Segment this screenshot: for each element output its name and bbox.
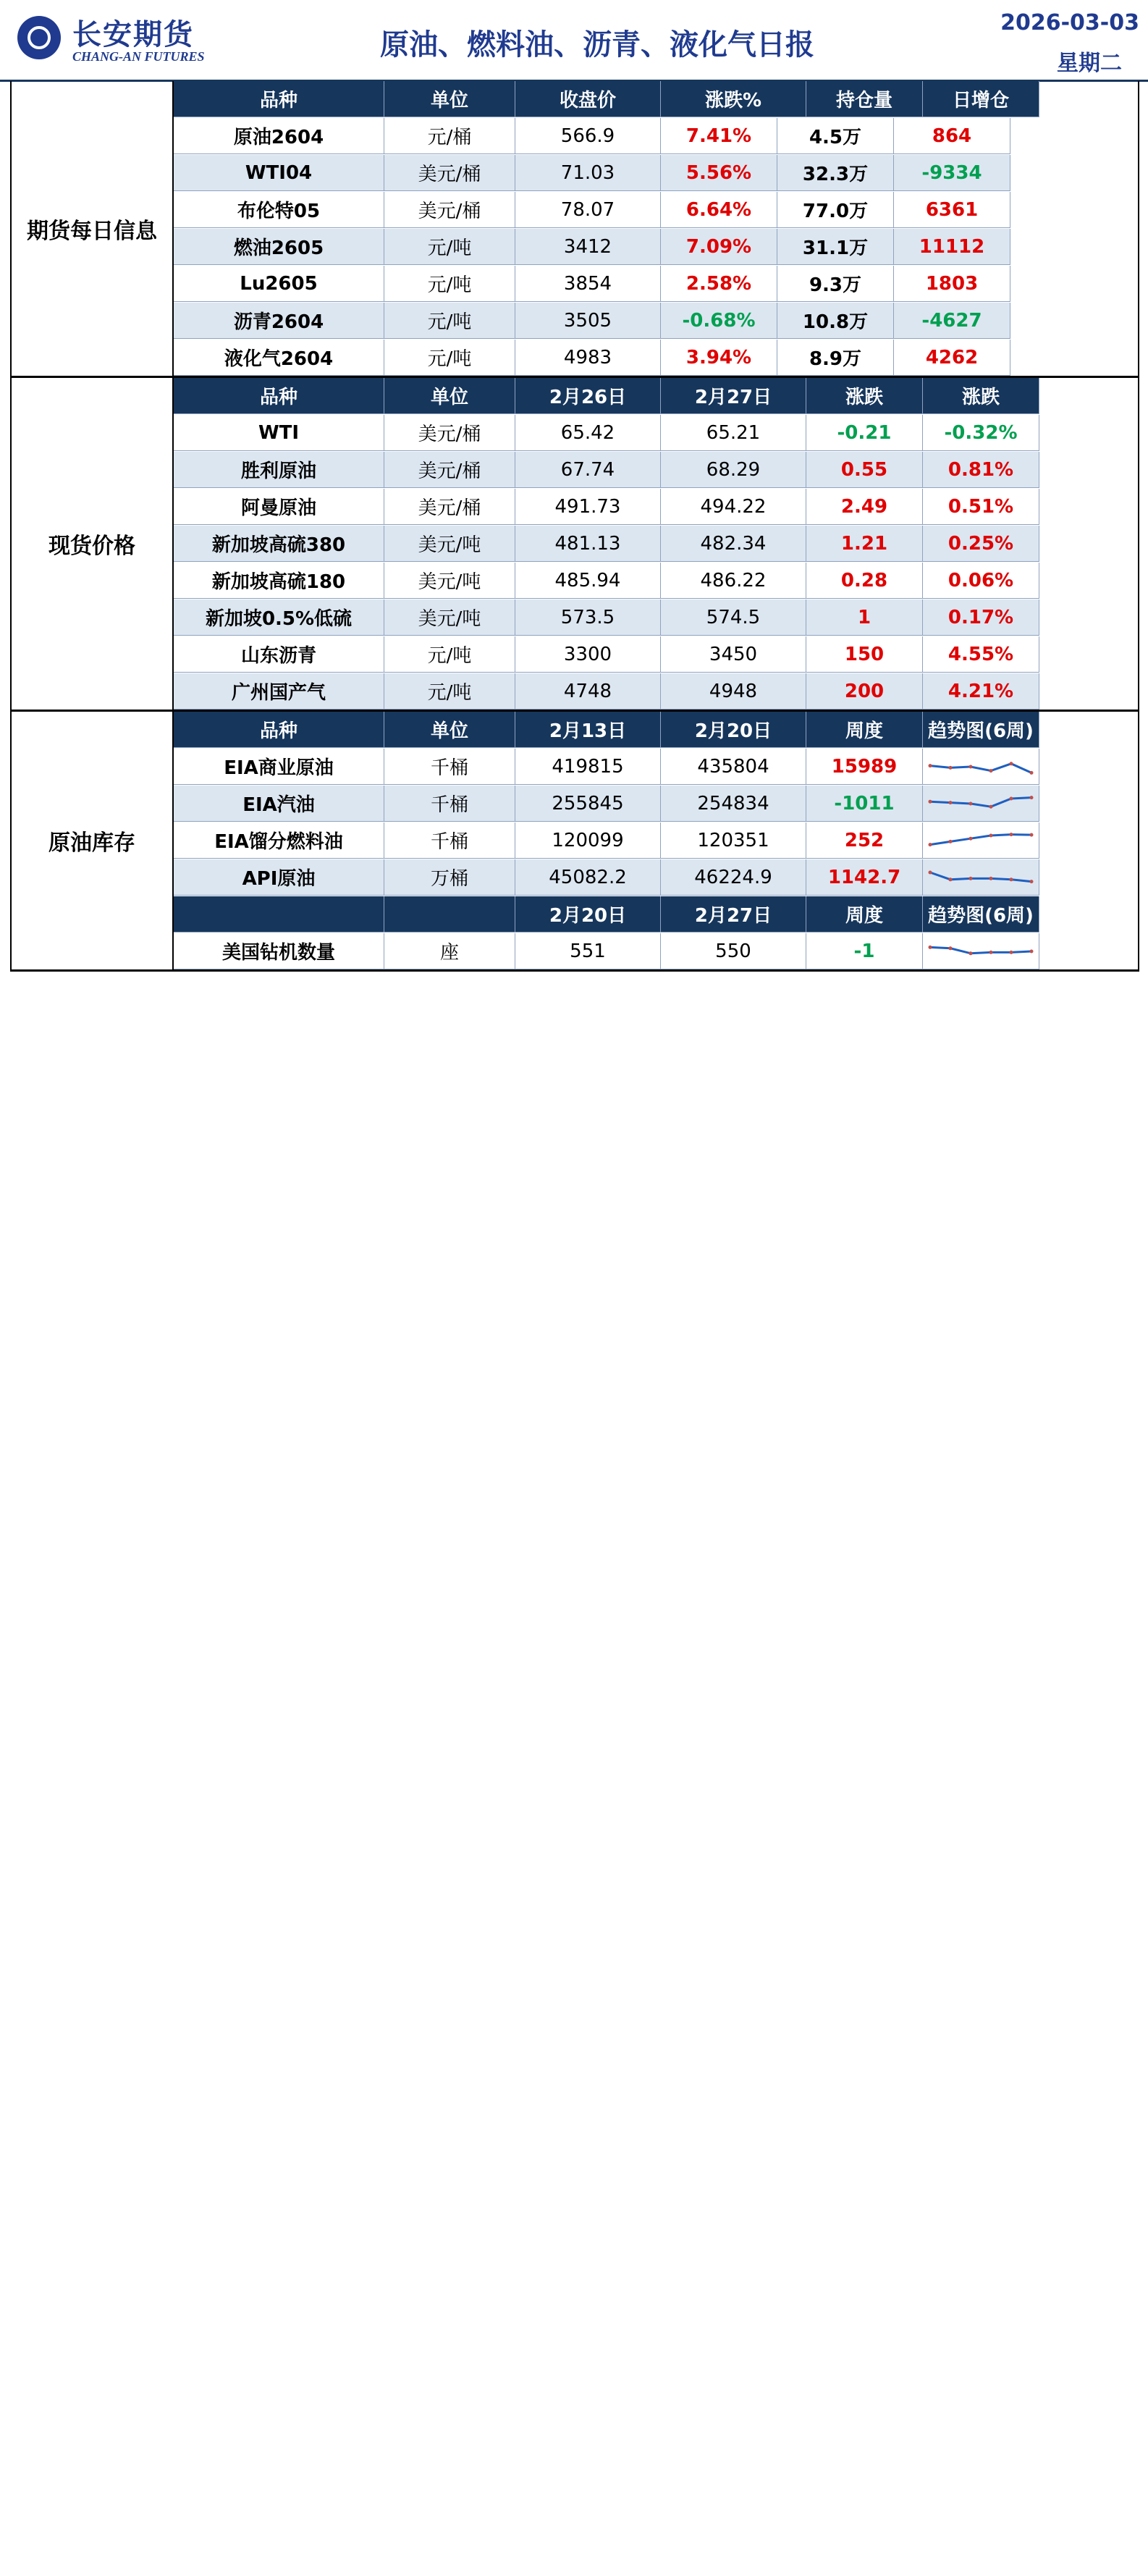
table-row [174, 489, 1138, 526]
table-row [174, 452, 1138, 489]
trend-point [1010, 877, 1013, 881]
trend-point [929, 843, 932, 846]
table-row [174, 526, 1138, 563]
spot-table [174, 378, 1138, 710]
unit: 座 [384, 933, 515, 969]
unit: 元/吨 [384, 673, 515, 710]
open-interest: 77.0万 [777, 192, 894, 228]
crude-inventory-table [174, 712, 1138, 969]
unit: 元/吨 [384, 636, 515, 673]
change: 2.49 [806, 489, 923, 525]
trend-point [949, 765, 953, 769]
trend-point [1030, 796, 1034, 799]
table-header-row [174, 81, 1138, 118]
futures-table [174, 81, 1138, 376]
close-price: 3854 [515, 266, 661, 302]
value-week2: 46224.9 [661, 859, 806, 896]
inventory-name: API原油 [174, 859, 384, 896]
table-row [174, 673, 1138, 710]
trend-sparkline [927, 754, 1035, 780]
unit: 千桶 [384, 749, 515, 785]
price-day1: 3300 [515, 636, 661, 673]
trend-point [929, 870, 932, 874]
column-header: 2月13日 [515, 712, 661, 748]
daily-oi-change: -9334 [894, 155, 1010, 191]
futures-section [10, 81, 1139, 378]
unit: 美元/桶 [384, 489, 515, 525]
spot-section [10, 378, 1139, 712]
table-row [174, 563, 1138, 599]
table-row [174, 786, 1138, 822]
spot-name: 山东沥青 [174, 636, 384, 673]
logo-text-en: CHANG-AN FUTURES [72, 49, 205, 64]
price-day2: 574.5 [661, 599, 806, 636]
change-pct: 0.17% [923, 599, 1039, 636]
trend-point [969, 836, 973, 840]
inventory-name: EIA馏分燃料油 [174, 822, 384, 859]
column-header: 品种 [174, 378, 384, 414]
change-pct: -0.32% [923, 415, 1039, 451]
daily-oi-change: 6361 [894, 192, 1010, 228]
value-week2: 120351 [661, 822, 806, 859]
spot-name: 胜利原油 [174, 452, 384, 488]
unit: 美元/吨 [384, 526, 515, 562]
daily-oi-change: -4627 [894, 303, 1010, 339]
trend-point [969, 951, 973, 955]
trend-chart-cell [923, 859, 1039, 896]
column-header: 2月27日 [661, 378, 806, 414]
table-row [174, 303, 1138, 340]
column-header: 2月27日 [661, 896, 806, 933]
trend-point [969, 765, 973, 768]
table-row [174, 340, 1138, 376]
unit: 美元/桶 [384, 452, 515, 488]
weekly-change: -1011 [806, 786, 923, 822]
spot-name: 新加坡0.5%低硫 [174, 599, 384, 636]
close-price: 4983 [515, 340, 661, 376]
column-header: 2月20日 [515, 896, 661, 933]
change-pct: 4.55% [923, 636, 1039, 673]
trend-line [930, 763, 1031, 773]
inventory-name: 美国钻机数量 [174, 933, 384, 969]
column-header: 趋势图(6周) [923, 712, 1039, 748]
trend-point [989, 833, 993, 837]
trend-point [1010, 950, 1013, 954]
change-pct: -0.68% [661, 303, 777, 339]
daily-oi-change: 4262 [894, 340, 1010, 376]
column-header: 品种 [174, 81, 384, 117]
unit: 美元/桶 [384, 155, 515, 191]
change-pct: 0.06% [923, 563, 1039, 599]
trend-sparkline [927, 791, 1035, 817]
spot-name: 阿曼原油 [174, 489, 384, 525]
table-row [174, 192, 1138, 229]
table-row [174, 415, 1138, 452]
change: 200 [806, 673, 923, 710]
daily-oi-change: 1803 [894, 266, 1010, 302]
change: 1 [806, 599, 923, 636]
table-header-row [174, 896, 1138, 933]
trend-chart-cell [923, 749, 1039, 785]
trend-point [969, 876, 973, 880]
open-interest: 8.9万 [777, 340, 894, 376]
price-day1: 67.74 [515, 452, 661, 488]
trend-point [949, 801, 953, 804]
table-row [174, 749, 1138, 786]
table-header-row [174, 712, 1138, 749]
contract-name: 原油2604 [174, 118, 384, 154]
unit: 美元/桶 [384, 192, 515, 228]
change-pct: 0.81% [923, 452, 1039, 488]
open-interest: 10.8万 [777, 303, 894, 339]
column-header: 单位 [384, 378, 515, 414]
trend-point [1010, 762, 1013, 765]
trend-point [989, 804, 993, 808]
table-row [174, 822, 1138, 859]
open-interest: 31.1万 [777, 229, 894, 265]
change: 1.21 [806, 526, 923, 562]
price-day1: 65.42 [515, 415, 661, 451]
trend-sparkline [927, 938, 1035, 964]
table-row [174, 155, 1138, 192]
column-header [174, 896, 384, 933]
price-day2: 486.22 [661, 563, 806, 599]
price-day2: 65.21 [661, 415, 806, 451]
change-pct: 0.51% [923, 489, 1039, 525]
company-logo-icon [17, 16, 61, 59]
trend-point [989, 876, 993, 880]
table-row [174, 118, 1138, 155]
column-header: 品种 [174, 712, 384, 748]
close-price: 566.9 [515, 118, 661, 154]
value-week1: 120099 [515, 822, 661, 859]
logo-text-cn: 长安期货 [72, 18, 194, 51]
table-row [174, 636, 1138, 673]
trend-sparkline [927, 828, 1035, 854]
unit: 美元/吨 [384, 599, 515, 636]
weekly-change: -1 [806, 933, 923, 969]
trend-line [930, 797, 1031, 807]
price-day2: 3450 [661, 636, 806, 673]
trend-line [930, 834, 1031, 844]
table-header-row [174, 378, 1138, 415]
open-interest: 4.5万 [777, 118, 894, 154]
table-row [174, 599, 1138, 636]
unit: 元/吨 [384, 266, 515, 302]
unit: 美元/吨 [384, 563, 515, 599]
crude-inventory-section [10, 712, 1139, 972]
change-pct: 7.09% [661, 229, 777, 265]
change-pct: 6.64% [661, 192, 777, 228]
value-week1: 45082.2 [515, 859, 661, 896]
contract-name: 液化气2604 [174, 340, 384, 376]
spot-name: 新加坡高硫180 [174, 563, 384, 599]
trend-line [930, 872, 1031, 882]
report-date: 2026-03-03 [1000, 10, 1139, 35]
column-header: 周度 [806, 896, 923, 933]
value-week1: 551 [515, 933, 661, 969]
trend-line [930, 947, 1031, 953]
open-interest: 9.3万 [777, 266, 894, 302]
price-day2: 494.22 [661, 489, 806, 525]
close-price: 3412 [515, 229, 661, 265]
section-label-futures: 期货每日信息 [12, 81, 174, 376]
column-header: 日增仓 [923, 81, 1039, 117]
close-price: 71.03 [515, 155, 661, 191]
value-week2: 550 [661, 933, 806, 969]
data-grid [10, 81, 1139, 972]
inventory-name: EIA商业原油 [174, 749, 384, 785]
price-day1: 485.94 [515, 563, 661, 599]
unit: 元/吨 [384, 303, 515, 339]
column-header: 涨跌% [661, 81, 806, 117]
change-pct: 0.25% [923, 526, 1039, 562]
section-label-spot: 现货价格 [12, 378, 174, 710]
column-header: 单位 [384, 712, 515, 748]
change: 150 [806, 636, 923, 673]
price-day1: 491.73 [515, 489, 661, 525]
report-title: 原油、燃料油、沥青、液化气日报 [380, 28, 814, 62]
column-header: 2月26日 [515, 378, 661, 414]
value-week1: 255845 [515, 786, 661, 822]
change-pct: 3.94% [661, 340, 777, 376]
spot-name: WTI [174, 415, 384, 451]
price-day2: 68.29 [661, 452, 806, 488]
trend-point [989, 950, 993, 954]
table-row [174, 933, 1138, 969]
section-label-crude-inventory: 原油库存 [12, 712, 174, 969]
contract-name: WTI04 [174, 155, 384, 191]
report-weekday: 星期二 [1057, 51, 1122, 76]
column-header: 涨跌 [806, 378, 923, 414]
contract-name: 沥青2604 [174, 303, 384, 339]
column-header: 周度 [806, 712, 923, 748]
trend-chart-cell [923, 933, 1039, 969]
column-header: 持仓量 [806, 81, 923, 117]
trend-point [969, 801, 973, 805]
trend-chart-cell [923, 786, 1039, 822]
table-row [174, 266, 1138, 303]
contract-name: Lu2605 [174, 266, 384, 302]
unit: 元/桶 [384, 118, 515, 154]
trend-point [929, 764, 932, 767]
price-day2: 4948 [661, 673, 806, 710]
weekly-change: 15989 [806, 749, 923, 785]
column-header: 涨跌 [923, 378, 1039, 414]
column-header: 收盘价 [515, 81, 661, 117]
unit: 万桶 [384, 859, 515, 896]
close-price: 3505 [515, 303, 661, 339]
table-row [174, 229, 1138, 266]
trend-point [949, 839, 953, 843]
contract-name: 布伦特05 [174, 192, 384, 228]
spot-name: 广州国产气 [174, 673, 384, 710]
price-day1: 481.13 [515, 526, 661, 562]
trend-point [1030, 833, 1034, 836]
weekly-change: 1142.7 [806, 859, 923, 896]
weekly-change: 252 [806, 822, 923, 859]
unit: 元/吨 [384, 229, 515, 265]
change-pct: 4.21% [923, 673, 1039, 710]
trend-point [989, 769, 993, 773]
report-header [0, 0, 1148, 82]
table-row [174, 859, 1138, 896]
change-pct: 2.58% [661, 266, 777, 302]
spot-name: 新加坡高硫380 [174, 526, 384, 562]
trend-point [949, 946, 953, 950]
price-day2: 482.34 [661, 526, 806, 562]
unit: 元/吨 [384, 340, 515, 376]
close-price: 78.07 [515, 192, 661, 228]
trend-point [1010, 833, 1013, 836]
inventory-name: EIA汽油 [174, 786, 384, 822]
trend-point [949, 877, 953, 881]
value-week2: 254834 [661, 786, 806, 822]
unit: 千桶 [384, 822, 515, 859]
column-header [384, 896, 515, 933]
contract-name: 燃油2605 [174, 229, 384, 265]
change-pct: 5.56% [661, 155, 777, 191]
trend-chart-cell [923, 822, 1039, 859]
price-day1: 4748 [515, 673, 661, 710]
trend-point [929, 799, 932, 803]
change: 0.55 [806, 452, 923, 488]
change: 0.28 [806, 563, 923, 599]
column-header: 2月20日 [661, 712, 806, 748]
trend-point [1030, 770, 1034, 774]
trend-point [1030, 949, 1034, 953]
change-pct: 7.41% [661, 118, 777, 154]
value-week2: 435804 [661, 749, 806, 785]
column-header: 单位 [384, 81, 515, 117]
unit: 千桶 [384, 786, 515, 822]
change: -0.21 [806, 415, 923, 451]
trend-point [1030, 880, 1034, 883]
daily-oi-change: 864 [894, 118, 1010, 154]
trend-point [929, 945, 932, 948]
unit: 美元/桶 [384, 415, 515, 451]
value-week1: 419815 [515, 749, 661, 785]
daily-oi-change: 11112 [894, 229, 1010, 265]
trend-sparkline [927, 864, 1035, 891]
column-header: 趋势图(6周) [923, 896, 1039, 933]
open-interest: 32.3万 [777, 155, 894, 191]
trend-point [1010, 796, 1013, 800]
price-day1: 573.5 [515, 599, 661, 636]
